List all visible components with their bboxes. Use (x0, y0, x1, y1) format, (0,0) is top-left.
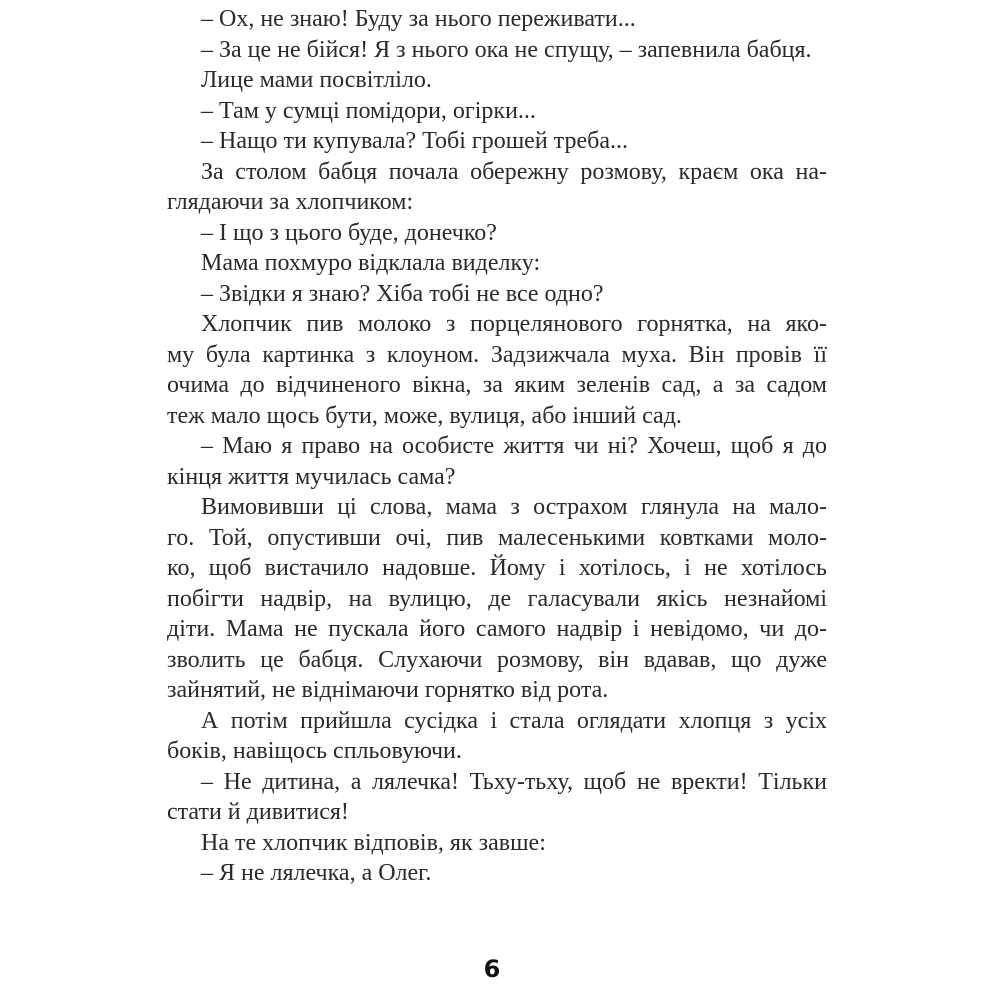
text-line: На те хлопчик відповів, як завше: (201, 829, 546, 856)
text-line: – За це не бійся! Я з нього ока не спущу, – запевнила бабця. (201, 36, 812, 63)
text-line: ко, щоб вистачило надовше. Йому і хотілось, і не хотілось (167, 555, 827, 581)
text-line: Лице мами посвітліло. (201, 67, 432, 93)
text-line: Вимовивши ці слова, мама з острахом глянула на мало- (201, 494, 827, 520)
text-line: А потім прийшла сусідка і стала оглядати хлопця з усіх (201, 707, 827, 734)
text-line: – Нащо ти купувала? Тобі грошей треба... (201, 128, 628, 154)
text-line: му була картинка з клоуном. Задзижчала муха. Він провів її (167, 341, 827, 368)
text-line: – Не дитина, а лялечка! Тьху-тьху, щоб не вректи! Тільки (201, 768, 827, 795)
text-line: діти. Мама не пускала його самого надвір і невідомо, чи до- (167, 616, 827, 642)
text-line: кінця життя мучилась сама? (167, 463, 456, 490)
text-line: За столом бабця почала обережну розмову, краєм ока на- (201, 158, 827, 185)
text-line: – Звідки я знаю? Хіба тобі не все одно? (201, 280, 604, 307)
text-line: зайнятий, не віднімаючи горнятко від рота. (167, 677, 609, 703)
text-line: – Там у сумці помідори, огірки... (201, 97, 536, 124)
text-line: – Я не лялечка, а Олег. (201, 860, 432, 886)
text-line: Хлопчик пив молоко з порцелянового горнятка, на яко- (201, 311, 827, 337)
text-line: теж мало щось бути, може, вулиця, або інший сад. (167, 402, 682, 429)
text-line: – Ох, не знаю! Буду за нього переживати... (201, 6, 636, 32)
text-line: Мама похмуро відклала виделку: (201, 250, 541, 276)
page-number: 6 (483, 955, 501, 983)
text-line: глядаючи за хлопчиком: (167, 189, 414, 215)
text-line: – І що з цього буде, донечко? (201, 219, 497, 246)
text-line: боків, навіщось спльовуючи. (167, 738, 462, 764)
body-text (167, 4, 827, 889)
text-line: стати й дивитися! (167, 799, 349, 825)
text-line: зволить це бабця. Слухаючи розмову, він вдавав, що дуже (167, 646, 827, 673)
text-line: – Маю я право на особисте життя чи ні? Хочеш, щоб я до (201, 433, 827, 459)
text-line: побігти надвір, на вулицю, де галасували якісь незнайомі (167, 585, 827, 612)
text-line: го. Той, опустивши очі, пив малесенькими ковтками моло- (167, 524, 827, 551)
text-line: очима до відчиненого вікна, за яким зеленів сад, а за садом (167, 372, 827, 398)
